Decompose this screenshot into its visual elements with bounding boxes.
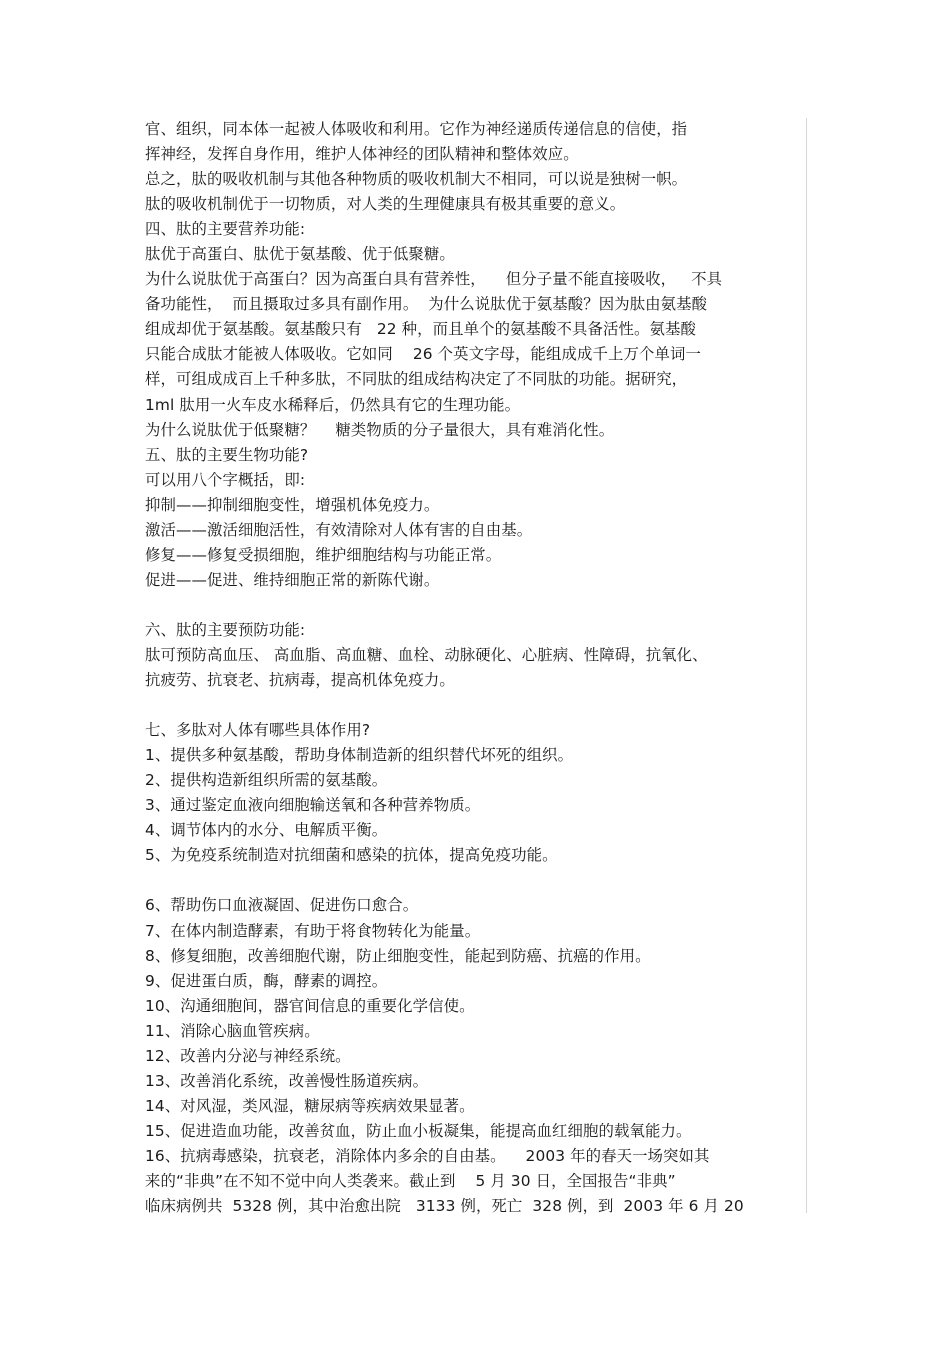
text-line: 总之，肽的吸收机制与其他各种物质的吸收机制大不相同，可以说是独树一帜。 (145, 170, 688, 189)
text-line: 3、通过鉴定血液向细胞输送氧和各种营养物质。 (145, 796, 481, 815)
text-line: 来的“非典”在不知不觉中向人类袭来。截止到 5 月 30 日，全国报告“非典” (145, 1171, 676, 1190)
text-line: 12、改善内分泌与神经系统。 (145, 1046, 351, 1065)
text-line: 肽的吸收机制优于一切物质，对人类的生理健康具有极其重要的意义。 (145, 195, 626, 214)
text-line: 10、沟通细胞间，器官间信息的重要化学信使。 (145, 996, 475, 1015)
text-line: 四、肽的主要营养功能: (145, 220, 306, 239)
text-line: 9、促进蛋白质，酶，酵素的调控。 (145, 971, 388, 990)
text-line: 2、提供构造新组织所需的氨基酸。 (145, 771, 388, 790)
text-line: 临床病例共 5328 例，其中治愈出院 3133 例，死亡 328 例，到 2003 年 6 月 20 (145, 1197, 744, 1216)
text-line: 为什么说肽优于高蛋白？因为高蛋白具有营养性， 但分子量不能直接吸收， 不具 (145, 270, 723, 289)
text-line: 六、肽的主要预防功能: (145, 620, 306, 639)
text-line: 肽可预防高血压、 高血脂、高血糖、血栓、动脉硬化、心脏病、性障碍，抗氧化、 (145, 645, 708, 664)
text-line: 肽优于高蛋白、肽优于氨基酸、优于低聚糖。 (145, 245, 455, 264)
blank-line (145, 593, 807, 618)
text-line: 16、抗病毒感染，抗衰老，消除体内多余的自由基。 2003 年的春天一场突如其 (145, 1146, 710, 1165)
text-line: 5、为免疫系统制造对抗细菌和感染的抗体，提高免疫功能。 (145, 846, 558, 865)
text-line: 15、促进造血功能，改善贫血，防止血小板凝集，能提高血红细胞的载氧能力。 (145, 1121, 692, 1140)
text-line: 抑制——抑制细胞变性，增强机体免疫力。 (145, 495, 440, 514)
text-line: 为什么说肽优于低聚糖？ 糖类物质的分子量很大，具有难消化性。 (145, 420, 615, 439)
text-line: 7、在体内制造酵素，有助于将食物转化为能量。 (145, 921, 481, 940)
text-line: 6、帮助伤口血液凝固、促进伤口愈合。 (145, 896, 419, 915)
blank-line (145, 693, 807, 718)
text-line: 8、修复细胞，改善细胞代谢，防止细胞变性，能起到防癌、抗癌的作用。 (145, 946, 651, 965)
text-line: 抗疲劳、抗衰老、抗病毒，提高机体免疫力。 (145, 671, 455, 690)
text-line: 官、组织，同本体一起被人体吸收和利用。它作为神经递质传递信息的信使，指 (145, 120, 688, 138)
text-line: 11、消除心脑血管疾病。 (145, 1021, 320, 1040)
body-text (145, 117, 807, 1219)
text-line: 修复——修复受损细胞，维护细胞结构与功能正常。 (145, 545, 502, 564)
blank-line (145, 868, 807, 893)
text-line: 组成却优于氨基酸。氨基酸只有 22 种，而且单个的氨基酸不具备活性。氨基酸 (145, 320, 696, 339)
text-line: 样，可组成成百上千种多肽，不同肽的组成结构决定了不同肽的功能。据研究， (145, 370, 688, 389)
text-line: 激活——激活细胞活性，有效清除对人体有害的自由基。 (145, 520, 533, 539)
text-line: 1、提供多种氨基酸，帮助身体制造新的组织替代坏死的组织。 (145, 746, 574, 765)
text-line: 五、肽的主要生物功能? (145, 445, 309, 464)
text-line: 14、对风湿，类风湿，糖尿病等疾病效果显著。 (145, 1096, 475, 1115)
text-line: 1ml 肽用一火车皮水稀释后，仍然具有它的生理功能。 (145, 395, 521, 414)
text-line: 七、多肽对人体有哪些具体作用? (145, 721, 371, 740)
text-line: 挥神经，发挥自身作用，维护人体神经的团队精神和整体效应。 (145, 145, 579, 164)
text-line: 可以用八个字概括，即: (145, 470, 306, 489)
text-line: 备功能性， 而且摄取过多具有副作用。 为什么说肽优于氨基酸？因为肽由氨基酸 (145, 295, 708, 314)
text-line: 4、调节体内的水分、电解质平衡。 (145, 821, 388, 840)
text-line: 促进——促进、维持细胞正常的新陈代谢。 (145, 570, 440, 589)
text-line: 13、改善消化系统，改善慢性肠道疾病。 (145, 1071, 429, 1090)
text-line: 只能合成肽才能被人体吸收。它如同 26 个英文字母，能组成成千上万个单词一 (145, 345, 701, 364)
